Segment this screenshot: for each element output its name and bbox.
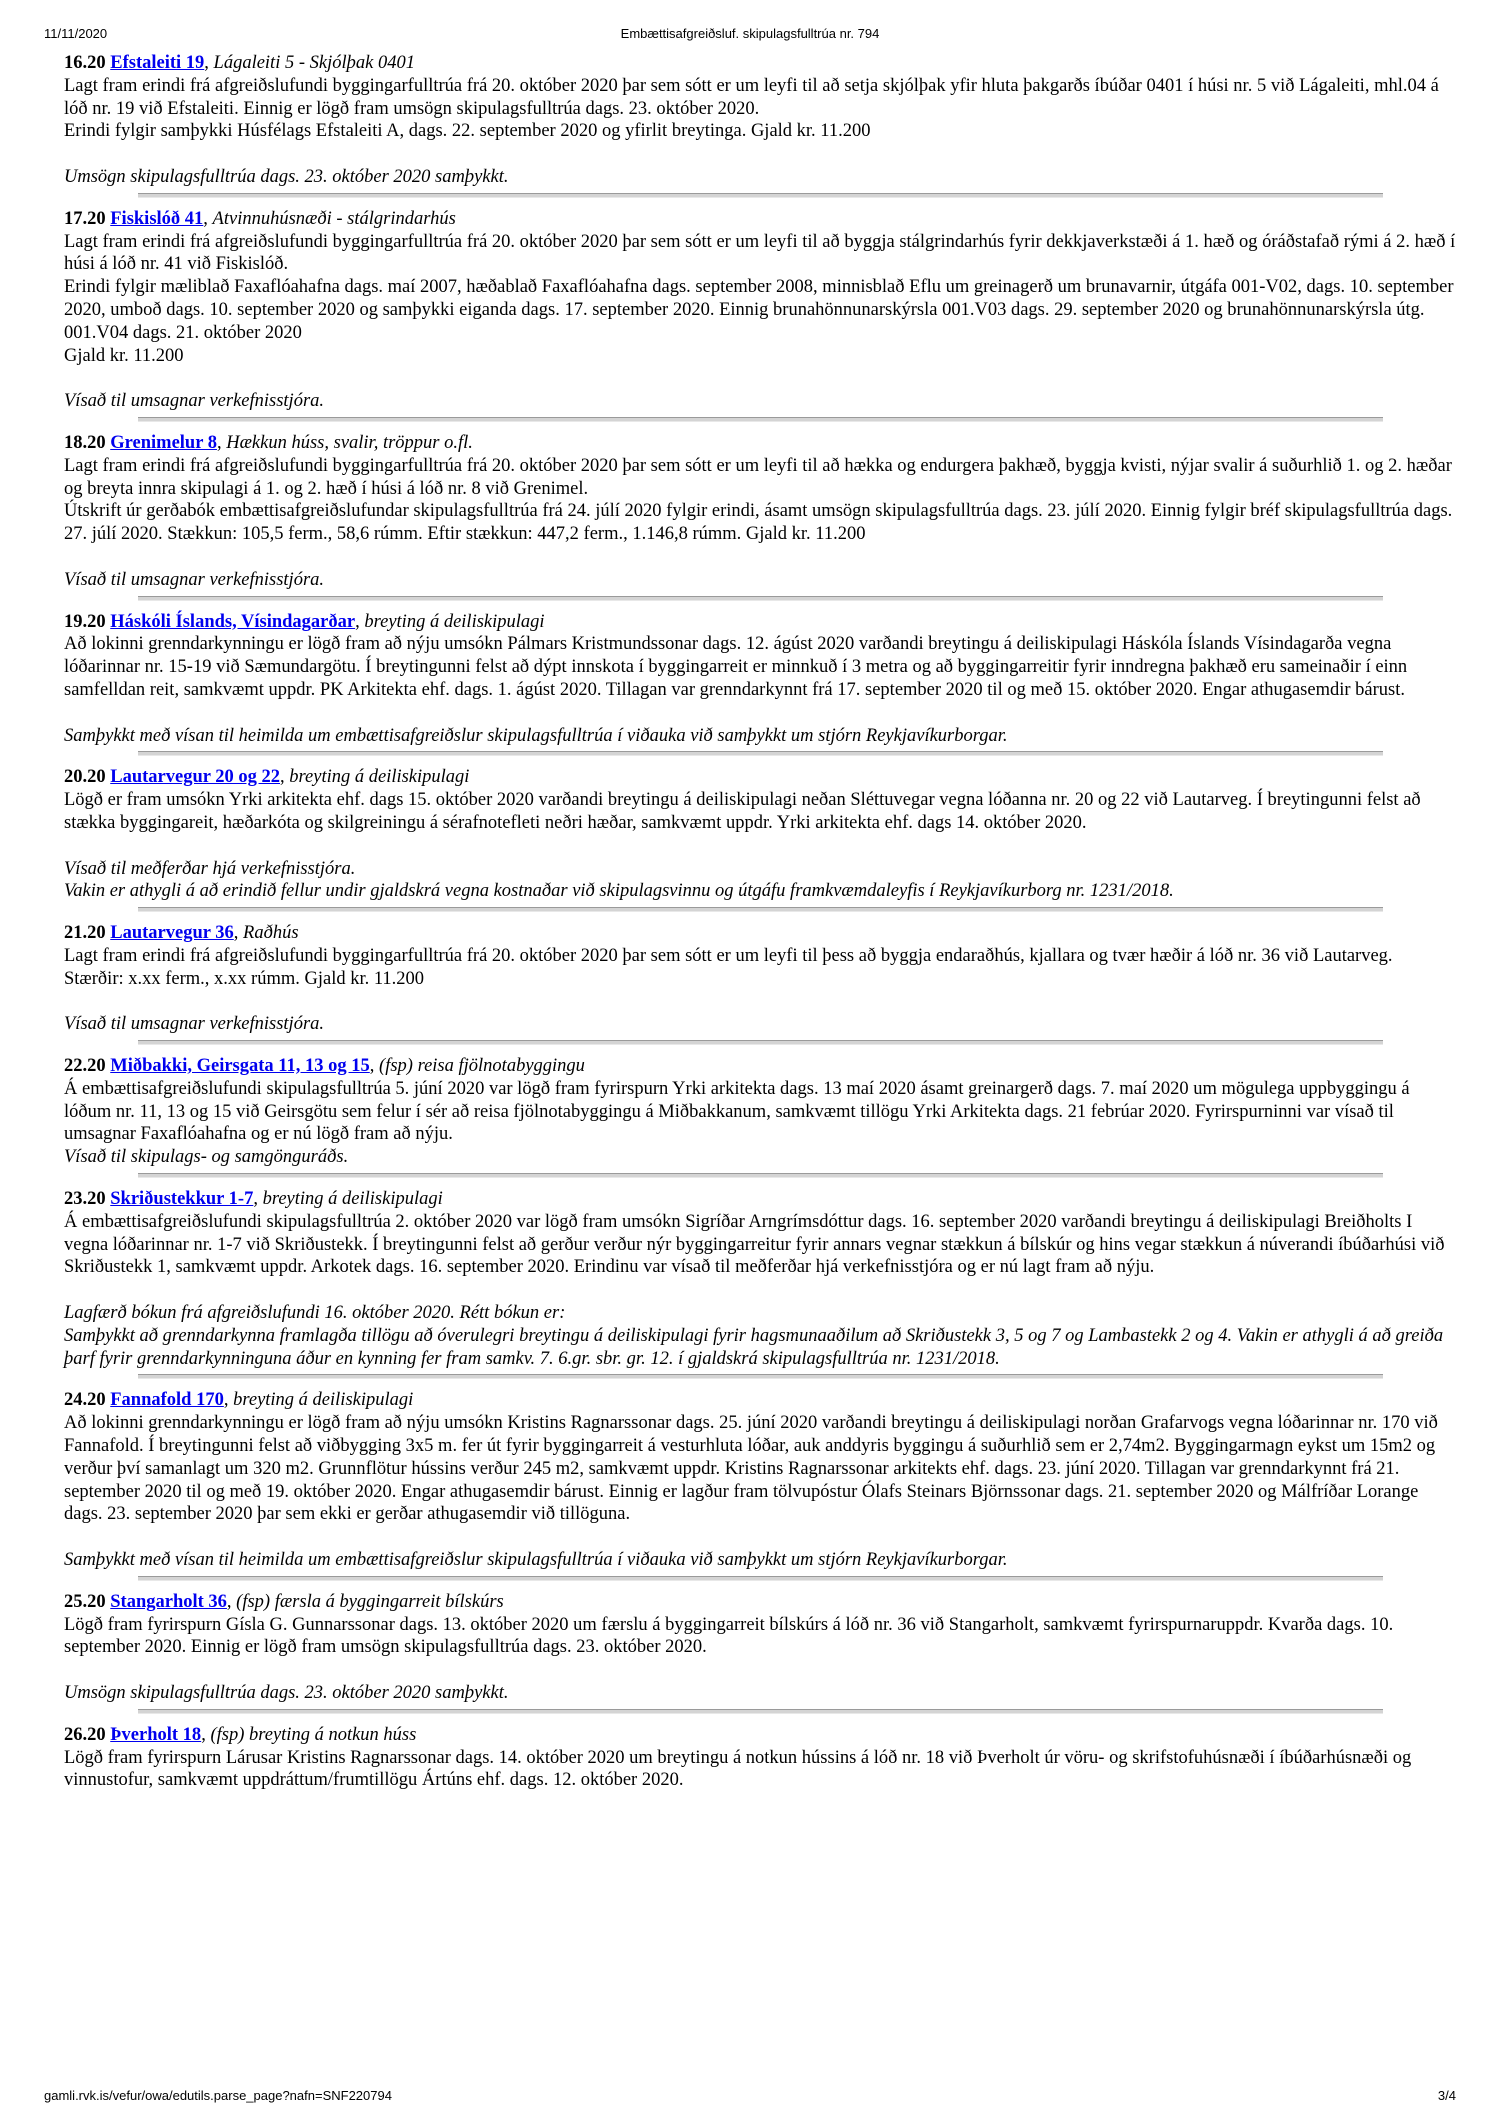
item-decision: Umsögn skipulagsfulltrúa dags. 23. október 2020 samþykkt. [64,166,509,187]
item-decision: Vísað til umsagnar verkefnisstjóra. [64,569,325,590]
address-link[interactable]: Stangarholt 36 [110,1591,227,1612]
item-divider [138,193,1383,198]
item-paragraph: Lögð er fram umsókn Yrki arkitekta ehf. dags 15. október 2020 varðandi breytingu á deiliskipulagi neðan Sléttuvegar vegna lóðanna nr. 20 og 22 við Lautarveg. Í breytingunni felst að stækka byggingareit, hæðarkóta og skilgreiningu á sérafnotefleti neðri hæðar, samkvæmt uppdr. Yrki arkitekta ehf. dags 14. október 2020. [64,790,1421,833]
item-subject: Raðhús [243,923,299,944]
item-decision: Samþykkt með vísan til heimilda um embættisafgreiðslur skipulagsfulltrúa í viðauka við samþykkt um stjórn Reykjavíkurborgar. [64,1550,1008,1571]
item-paragraph: Lagt fram erindi frá afgreiðslufundi byggingarfulltrúa frá 20. október 2020 þar sem sótt er um leyfi til að hækka og endurgera þakhæð, byggja kvisti, nýjar svalir á suðurhlið 1. og 2. hæðar og breyta innra skipulagi á 1. og 2. hæð í húsi á lóð nr. 8 við Grenimel. [64,455,1452,499]
item-heading: 20.20 Lautarvegur 20 og 22, breyting á deiliskipulagi [64,767,470,788]
item-decision: Vísað til umsagnar verkefnisstjóra. [64,391,325,412]
minute-item [64,1188,1456,1370]
print-footer [44,2088,1456,2106]
item-paragraph: Á embættisafgreiðslufundi skipulagsfulltrúa 5. júní 2020 var lögð fram fyrirspurn Yrki arkitekta dags. 13 maí 2020 ásamt greinargerð dags. 7. maí 2020 um mögulega uppbyggingu á lóðum nr. 11, 13 og 15 við Geirsgötu sem felur í sér að reisa fjölnotabyggingu á Miðbakkanum, samkvæmt tillögu Yrki Arkitekta dags. 21 febrúar 2020. Fyrirspurninni var vísað til umsagnar Faxaflóahafna og er nú lögð fram að nýju. [64,1078,1410,1145]
minute-item [64,208,1456,413]
item-heading: 26.20 Þverholt 18, (fsp) breyting á notkun húss [64,1724,417,1745]
paragraph-spacer [64,546,1456,569]
item-decision: Vísað til umsagnar verkefnisstjóra. [64,1014,325,1035]
item-paragraph: Gjald kr. 11.200 [64,345,184,366]
item-subject: (fsp) breyting á notkun húss [210,1724,417,1745]
item-decision: Vísað til meðferðar hjá verkefnisstjóra. [64,858,356,879]
item-divider [138,1040,1383,1045]
item-paragraph: Lagt fram erindi frá afgreiðslufundi byggingarfulltrúa frá 20. október 2020 þar sem sótt er um leyfi til að byggja stálgrindarhús fyrir dekkjaverkstæði á 1. hæð og óráðstafað rými á 2. hæð í húsi á lóð nr. 41 við Fiskislóð. [64,231,1456,275]
paragraph-spacer [64,1526,1456,1549]
item-subject: Lágaleiti 5 - Skjólþak 0401 [213,53,415,73]
item-divider [138,751,1383,756]
item-decision: Umsögn skipulagsfulltrúa dags. 23. október 2020 samþykkt. [64,1683,509,1703]
item-subject: (fsp) færsla á byggingarreit bílskúrs [236,1591,504,1612]
item-paragraph: Lagt fram erindi frá afgreiðslufundi byggingarfulltrúa frá 20. október 2020 þar sem sótt er um leyfi til að setja skjólþak yfir hluta þakgarðs íbúðar 0401 í húsi nr. 5 við Lágaleiti, mhl.04 á lóð nr. 19 við Efstaleiti. Einnig er lögð fram umsögn skipulagsfulltrúa dags. 23. október 2020. [64,75,1439,119]
page-url: gamli.rvk.is/vefur/owa/edutils.parse_page?nafn=SNF220794 [44,2088,392,2103]
minute-item [64,766,1456,903]
item-subject: (fsp) reisa fjölnotabyggingu [379,1056,585,1077]
item-decision: Samþykkt að grenndarkynna framlagða tillögu að óverulegri breytingu á deiliskipulagi fyrir hagsmunaaðilum að Skriðustekk 3, 5 og 7 og Lambastekk 2 og 4. Vakin er athygli á að greiða þarf fyrir grenndarkynninguna áður en kynning fer fram samkv. 7. 6.gr. sbr. gr. 12. í gjaldskrá skipulagsfulltrúa nr. 1231/2018. [64,1325,1444,1369]
item-number: 17.20 [64,208,106,229]
item-paragraph: Að lokinni grenndarkynningu er lögð fram að nýju umsókn Pálmars Kristmundssonar dags. 12. ágúst 2020 varðandi breytingu á deiliskipulagi Háskóla Íslands Vísindagarða vegna lóðarinnar nr. 15-19 við Sæmundargötu. Í breytingunni felst að dýpt innskota í byggingarreit er minnkuð í 3 metra og að byggingarreitir fyrir inndregna þakhæð eru sameinaðir í einn samfelldan reit, samkvæmt uppdr. PK Arkitekta ehf. dags. 1. ágúst 2020. Tillagan var grenndarkynnt frá 17. september 2020 til og með 15. október 2020. Engar athugasemdir bárust. [64,634,1408,700]
minute-item [64,52,1456,189]
item-paragraph: Á embættisafgreiðslufundi skipulagsfulltrúa 2. október 2020 var lögð fram umsókn Sigríðar Arngrímsdóttur dags. 16. september 2020 varðandi breytingu á deiliskipulagi Breiðholts I vegna lóðarinnar nr. 1-7 við Skriðustekk. Í breytingunni felst að gerður verður nýr byggingarreitur fyrir annars vegnar stækkun á bílskúr og hins vegar stækkun á núverandi íbúðarhúsi við Skriðustekk 1, samkvæmt uppdr. Arkotek dags. 16. september 2020. Erindinu var vísað til meðferðar hjá verkefnisstjóra og er nú lagt fram að nýju. [64,1211,1445,1278]
minute-item [64,432,1456,592]
minute-item [64,1591,1456,1705]
paragraph-spacer [64,367,1456,390]
item-heading: 21.20 Lautarvegur 36, Raðhús [64,923,299,944]
item-paragraph: Erindi fylgir mæliblað Faxaflóahafna dags. maí 2007, hæðablað Faxaflóahafna dags. september 2008, minnisblað Eflu um greinagerð um brunavarnir, útgáfa 001-V02, dags. 10. september 2020, umboð dags. 10. september 2020 og samþykki eiganda dags. 17. september 2020. Einnig brunahönnunarskýrsla 001.V03 dags. 29. september 2020 og brunahönnunarskýrsla útg. 001.V04 dags. 21. október 2020 [64,277,1454,343]
paragraph-spacer [64,143,1456,166]
address-link[interactable]: Lautarvegur 20 og 22 [110,767,281,788]
item-heading: 25.20 Stangarholt 36, (fsp) færsla á byggingarreit bílskúrs [64,1591,504,1612]
item-heading: 19.20 Háskóli Íslands, Vísindagarðar, breyting á deiliskipulagi [64,611,545,632]
item-number: 19.20 [64,611,106,632]
paragraph-spacer [64,1279,1456,1302]
address-link[interactable]: Þverholt 18 [110,1724,202,1745]
item-heading: 24.20 Fannafold 170, breyting á deiliskipulagi [64,1390,414,1411]
item-subject: Atvinnuhúsnæði - stálgrindarhús [212,208,456,229]
paragraph-spacer [64,1659,1456,1682]
item-subject: Hækkun húss, svalir, tröppur o.fl. [226,432,473,453]
print-header [44,26,1456,44]
item-number: 16.20 [64,53,106,73]
item-paragraph: Lögð fram fyrirspurn Gísla G. Gunnarssonar dags. 13. október 2020 um færslu á byggingarreit bílskúrs á lóð nr. 36 við Stangarholt, samkvæmt fyrirspurnaruppdr. Kvarða dags. 10. september 2020. Einnig er lögð fram umsögn skipulagsfulltrúa dags. 23. október 2020. [64,1614,1394,1658]
item-paragraph: Að lokinni grenndarkynningu er lögð fram að nýju umsókn Kristins Ragnarssonar dags. 25. júní 2020 varðandi breytingu á deiliskipulagi norðan Grafarvogs vegna lóðarinnar nr. 170 við Fannafold. Í breytingunni felst að viðbygging 3x5 m. fer út fyrir byggingarreit á vesturhluta lóðar, auk anddyris byggingu á suðurhlið sem er 2,74m2. Byggingarmagn eykst um 15m2 og verður því samanlagt um 320 m2. Grunnflötur hússins verður 245 m2, samkvæmt uppdr. Kristins Ragnarssonar arkitekts ehf. dags. 23. júní 2020. Tillagan var grenndarkynnt frá 21. september 2020 til og með 19. október 2020. Engar athugasemdir bárust. Einnig er lagður fram tölvupóstur Ólafs Steinars Björnssonar dags. 21. september 2020 og Málfríðar Lorange dags. 23. september 2020 þar sem ekki er gerðar athugasemdir við tillöguna. [64,1413,1438,1525]
item-divider [138,1374,1383,1379]
item-number: 23.20 [64,1189,106,1210]
item-paragraph: Erindi fylgir samþykki Húsfélags Efstaleiti A, dags. 22. september 2020 og yfirlit breytinga. Gjald kr. 11.200 [64,121,871,142]
item-decision: Vísað til skipulags- og samgönguráðs. [64,1147,349,1168]
item-subject: breyting á deiliskipulagi [233,1390,414,1411]
minute-item [64,611,1456,748]
address-link[interactable]: Lautarvegur 36 [110,923,234,944]
minute-item [64,1055,1456,1169]
address-link[interactable]: Fannafold 170 [110,1390,224,1411]
item-number: 24.20 [64,1390,106,1411]
item-heading: 17.20 Fiskislóð 41, Atvinnuhúsnæði - stálgrindarhús [64,208,456,229]
item-divider [138,1709,1383,1714]
item-heading: 23.20 Skriðustekkur 1-7, breyting á deiliskipulagi [64,1189,443,1210]
print-date: 11/11/2020 [44,26,108,41]
item-paragraph: Lagt fram erindi frá afgreiðslufundi byggingarfulltrúa frá 20. október 2020 þar sem sótt er um leyfi til þess að byggja endaraðhús, kjallara og tvær hæðir á lóð nr. 36 við Lautarveg. [64,945,1393,966]
item-decision: Lagfærð bókun frá afgreiðslufundi 16. október 2020. Rétt bókun er: [64,1303,566,1324]
item-subject: breyting á deiliskipulagi [364,611,545,632]
item-divider [138,1576,1383,1581]
item-number: 21.20 [64,923,106,944]
item-paragraph: Útskrift úr gerðabók embættisafgreiðslufundar skipulagsfulltrúa frá 24. júlí 2020 fylgir erindi, ásamt umsögn skipulagsfulltrúa dags. 23. júlí 2020. Einnig fylgir bréf skipulagsfulltrúa dags. 27. júlí 2020. Stækkun: 105,5 ferm., 58,6 rúmm. Eftir stækkun: 447,2 ferm., 1.146,8 rúmm. Gjald kr. 11.200 [64,501,1453,545]
item-divider [138,1173,1383,1178]
page-number: 3/4 [1437,2088,1456,2103]
item-divider [138,596,1383,601]
item-divider [138,907,1383,912]
item-number: 25.20 [64,1591,106,1612]
item-heading: 16.20 Efstaleiti 19, Lágaleiti 5 - Skjólþak 0401 [64,53,415,73]
minute-item [64,1389,1456,1571]
minute-item [64,922,1456,1036]
item-paragraph: Lögð fram fyrirspurn Lárusar Kristins Ragnarssonar dags. 14. október 2020 um breytingu á notkun hússins á lóð nr. 18 við Þverholt úr vöru- og skrifstofuhúsnæði í íbúðarhúsnæði og vinnustofur, samkvæmt uppdráttum/frumtillögu Ártúns ehf. dags. 12. október 2020. [64,1747,1412,1791]
address-link[interactable]: Háskóli Íslands, Vísindagarðar [110,611,356,632]
paragraph-spacer [64,702,1456,725]
item-heading: 22.20 Miðbakki, Geirsgata 11, 13 og 15, (fsp) reisa fjölnotabyggingu [64,1056,585,1077]
minute-item [64,1724,1456,1792]
address-link[interactable]: Grenimelur 8 [110,432,217,453]
item-number: 26.20 [64,1724,106,1745]
item-heading: 18.20 Grenimelur 8, Hækkun húss, svalir, tröppur o.fl. [64,432,473,453]
paragraph-spacer [64,835,1456,858]
item-decision: Samþykkt með vísan til heimilda um embættisafgreiðslur skipulagsfulltrúa í viðauka við samþykkt um stjórn Reykjavíkurborgar. [64,725,1008,746]
item-number: 20.20 [64,767,106,788]
item-number: 18.20 [64,432,106,453]
item-decision: Vakin er athygli á að erindið fellur undir gjaldskrá vegna kostnaðar við skipulagsvinnu og útgáfu framkvæmdaleyfis í Reykjavíkurborg nr. 1231/2018. [64,881,1174,902]
address-link[interactable]: Skriðustekkur 1-7 [110,1189,254,1210]
paragraph-spacer [64,990,1456,1013]
item-number: 22.20 [64,1056,106,1077]
address-link[interactable]: Miðbakki, Geirsgata 11, 13 og 15 [110,1056,370,1077]
item-divider [138,417,1383,422]
item-paragraph: Stærðir: x.xx ferm., x.xx rúmm. Gjald kr. 11.200 [64,968,425,989]
address-link[interactable]: Efstaleiti 19 [110,53,205,73]
minutes-list [64,52,1456,1792]
item-subject: breyting á deiliskipulagi [262,1189,443,1210]
item-subject: breyting á deiliskipulagi [289,767,470,788]
document-title: Embættisafgreiðsluf. skipulagsfulltrúa nr. 794 [620,26,880,41]
address-link[interactable]: Fiskislóð 41 [110,208,204,229]
